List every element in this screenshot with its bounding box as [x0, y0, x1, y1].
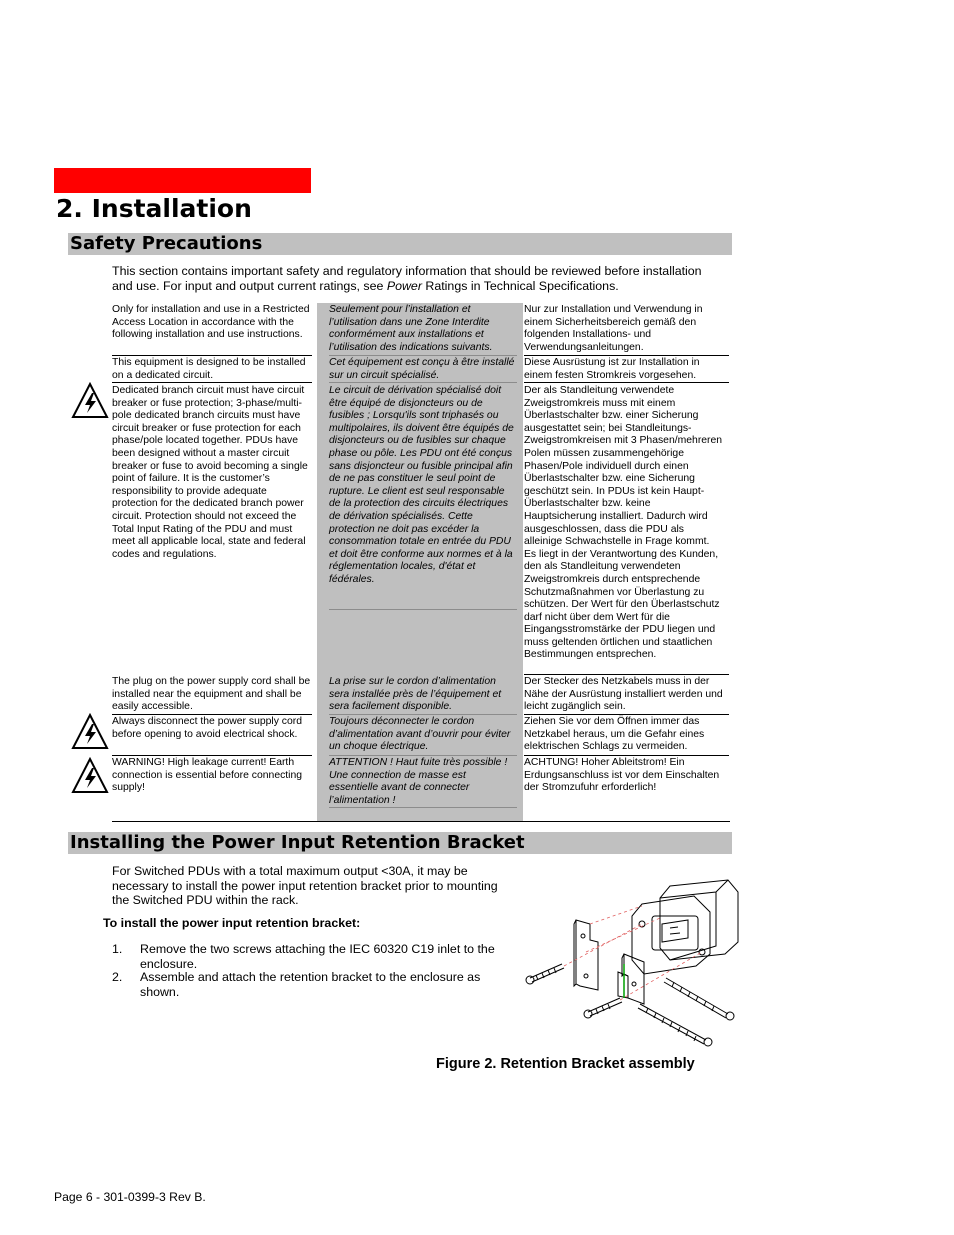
- row-divider: [112, 382, 312, 383]
- german-cell: Nur zur Installation und Verwendung in einem Sicherheitsbereich gemäß den folgenden Installations- und Verwendungsanleitungen.: [524, 304, 703, 353]
- row-divider: [329, 755, 517, 756]
- row-divider: [112, 714, 312, 715]
- english-cell: Only for installation and use in a Restricted Access Location in accordance with the following installation and use instructions.: [112, 304, 310, 341]
- step-text: Remove the two screws attaching the IEC 60320 C19 inlet to the enclosure.: [140, 942, 495, 971]
- german-cell: Der als Standleitung verwendete Zweigstromkreis muss mit einem Überlastschalter bzw. einer Sicherung ausgestattet sein; bei Standleitungs-Zweigstromkreisen mit 3 Phasen/mehreren Polen müssen zusammengehörige Phasen/Pole individuell durch einen Überlastschalter bzw. eine Sicherung geschützt sein. In PDUs ist kein Haupt-Überlastschalter bzw. keine Hauptsicherung installiert. Dadurch wird ausgeschlossen, dass die PDU als alleinige Schwachstelle in Frage kommt. Es liegt in der Verantwortung des Kunden, den als Standleitung verwendeten Zweigstromkreis durch entsprechende Schutzmaßnahmen vor Überlastung zu schützen. Der Wert für den Überlastschutz darf nicht über dem Wert für die Eingangsstromstärke der PDU liegen und muss geltenden örtlichen und staatlichen Bestimmungen entsprechen.: [524, 385, 723, 661]
- safety-intro-italic: Power: [386, 278, 422, 293]
- french-cell: Le circuit de dérivation spécialisé doit être équipé de disjoncteurs ou de fusibles ; Lorsqu'ils sont triphasés ou multipolaires, ils doivent être équipés de disjoncteurs ou de fusibles sur chaque phase ou pôle. Les PDU ont été conçus sans disjoncteur ou fusible principal afin de ne pas constituer le seul point de rupture. Le client est seul responsable de la protection des circuits électriques de dérivation spécialisés. Cette protection ne doit pas excéder la consommation totale en entrée du PDU et doit être conforme aux normes et à la réglementation locales, d'état et fédérales.: [329, 385, 514, 585]
- english-cell: This equipment is designed to be installed on a dedicated circuit.: [112, 357, 306, 381]
- french-cell: ATTENTION ! Haut fuite très possible ! Une connection de masse est essentielle avant de connecter l’alimentation !: [329, 757, 508, 806]
- electrical-hazard-icon: [71, 713, 109, 751]
- row-divider: [524, 755, 729, 756]
- row-divider: [524, 714, 729, 715]
- german-cell: ACHTUNG! Hoher Ableitstrom! Ein Erdungsanschluss ist vor dem Einschalten der Stromzufuhr erforderlich!: [524, 757, 720, 794]
- figure-caption: Figure 2. Retention Bracket assembly: [436, 1056, 695, 1072]
- german-cell: Ziehen Sie vor dem Öffnen immer das Netzkabel heraus, um die Gefahr eines elektrischen Schlags zu vermeiden.: [524, 716, 705, 753]
- german-cell: Diese Ausrüstung ist zur Installation in einem festen Stromkreis vorgesehen.: [524, 357, 700, 381]
- chapter-color-bar: [54, 168, 311, 193]
- safety-intro: [112, 264, 712, 293]
- step-text: Assemble and attach the retention bracket to the enclosure as shown.: [140, 970, 481, 999]
- step-number: 2.: [112, 970, 123, 984]
- french-cell: Toujours déconnecter le cordon d’alimentation avant d’ouvrir pour éviter un choque électrique.: [329, 716, 511, 753]
- row-divider: [329, 355, 517, 356]
- table-bottom-rule: [112, 821, 730, 822]
- electrical-hazard-icon: [71, 757, 109, 795]
- row-divider: [112, 755, 312, 756]
- chapter-title: 2. Installation: [56, 194, 252, 223]
- row-divider: [329, 382, 517, 383]
- step-number: 1.: [112, 942, 123, 956]
- german-cell: Der Stecker des Netzkabels muss in der Nähe der Ausrüstung installiert werden und leicht zugänglich sein.: [524, 676, 723, 713]
- french-cell: Cet équipement est conçu à être installé sur un circuit spécialisé.: [329, 357, 515, 381]
- retention-bracket-illustration: [520, 872, 745, 1052]
- safety-intro-text: This section contains important safety and regulatory information that should be reviewed before installation and use. For input and output current ratings, see: [112, 264, 702, 293]
- electrical-hazard-icon: [71, 382, 109, 420]
- english-cell: Always disconnect the power supply cord before opening to avoid electrical shock.: [112, 716, 303, 740]
- bracket-heading: Installing the Power Input Retention Bracket: [68, 832, 732, 854]
- row-divider: [112, 355, 312, 356]
- row-divider: [329, 609, 517, 610]
- row-divider: [329, 807, 517, 808]
- french-cell: La prise sur le cordon d’alimentation sera installée près de l’équipement et sera facilement disponible.: [329, 676, 502, 713]
- page-footer: Page 6 - 301-0399-3 Rev B.: [54, 1190, 206, 1204]
- english-cell: WARNING! High leakage current! Earth connection is essential before connecting supply!: [112, 757, 303, 794]
- row-divider: [524, 382, 729, 383]
- row-divider: [524, 674, 729, 675]
- french-cell: Seulement pour l’installation et l’utilisation dans une Zone Interdite conformément aux installations et l’utilisation des indications suivants.: [329, 304, 493, 353]
- safety-intro-text-end: Ratings in Technical Specifications.: [421, 278, 619, 293]
- english-cell: Dedicated branch circuit must have circuit breaker or fuse protection; 3-phase/multi-pole dedicated branch circuits must have circuit breaker or fuse protection for each phase/pole located together. PDUs have been designed without a master circuit breaker or fuse to avoid becoming a single point of failure. It is the customer’s responsibility to provide adequate protection for the dedicated branch power circuit. Protection should not exceed the Total Input Rating of the PDU and must meet all applicable local, state and federal codes and regulations.: [112, 385, 308, 560]
- english-cell: The plug on the power supply cord shall be installed near the equipment and shall be easily accessible.: [112, 676, 311, 713]
- row-divider: [329, 714, 517, 715]
- safety-heading: Safety Precautions: [68, 233, 732, 255]
- row-divider: [524, 355, 729, 356]
- procedure-title: To install the power input retention bracket:: [103, 916, 361, 930]
- bracket-intro: For Switched PDUs with a total maximum output <30A, it may be necessary to install the power input retention bracket prior to mounting the Switched PDU within the rack.: [112, 864, 498, 907]
